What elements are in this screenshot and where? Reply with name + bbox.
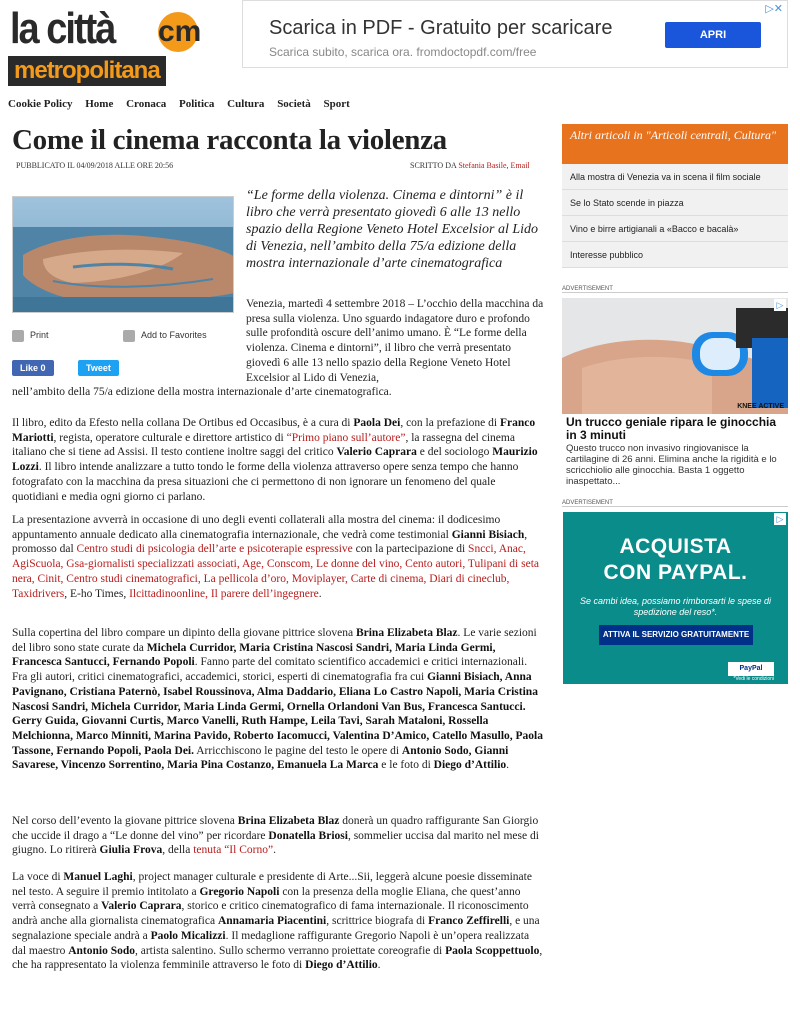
logo-line1: la città xyxy=(10,4,115,54)
sidebar-heading: Altri articoli in "Articoli centrali, Cultura" xyxy=(562,124,788,164)
logo-line2: metropolitana xyxy=(8,56,166,86)
site-logo[interactable] xyxy=(8,4,203,86)
nav-item-home[interactable]: Home xyxy=(85,98,114,110)
byline-label: SCRITTO DA xyxy=(410,161,457,170)
facebook-like-button[interactable]: Like 0 xyxy=(12,360,54,376)
nav-item-cookie-policy[interactable]: Cookie Policy xyxy=(8,98,73,110)
ad-choices-icon-2[interactable]: ▷ xyxy=(774,513,786,525)
tweet-button[interactable]: Tweet xyxy=(78,360,119,376)
article-paragraph-5: Nel corso dell’evento la giovane pittrice slovena Brina Elizabeta Blaz donerà un quadro raffigurante San Giorgio che uccide il drago a “Le donne del vino” per ricordare Donatella Briosi, sommelier uccisa dal marito nel mese di giugno. Lo ritirerà Giulia Frova, della tenuta “Il Corno”. xyxy=(12,815,539,857)
link-centro-studi[interactable]: Centro studi di psicologia dell’arte e psicoterapie espressive xyxy=(76,543,353,556)
article-paragraph-1: Venezia, martedì 4 settembre 2018 – L’occhio della macchina da presa sulla violenza. Uno sguardo indagatore duro e profondo sulle profondità oscure dell’animo umano. È “Le forme della violenza. Cinema e dintorni”, il libro che verrà presentato giovedì 6 alle 13 nello spazio della Regione Veneto Hotel Excelsior al Lido di Venezia, xyxy=(246,298,544,384)
plus-icon xyxy=(123,330,135,342)
nav-item-sport[interactable]: Sport xyxy=(323,98,350,110)
knee-ad-title[interactable]: Un trucco geniale ripara le ginocchia in 3 minuti xyxy=(566,415,777,442)
sidebar-item-4[interactable]: Interesse pubblico xyxy=(562,242,788,268)
knee-ad-image[interactable] xyxy=(562,298,788,414)
article-lead: “Le forme della violenza. Cinema e dintorni” è il libro che verrà presentato giovedì 6 alle 13 nello spazio della Regione Veneto Hotel Excelsior al Lido di Venezia, nell’ambito della 75/a edizione della mostra internazionale d’arte cinematografica xyxy=(246,188,539,271)
nav-item-cultura[interactable]: Cultura xyxy=(227,98,265,110)
paypal-ad[interactable] xyxy=(563,512,788,684)
article-paragraph-2: Il libro, edito da Efesto nella collana De Ortibus ed Occasibus, è a cura di Paola Dei, con la prefazione di Franco Mariotti, regista, operatore culturale e direttore artistico di “Primo piano sull’autore”, la rassegna del cinema italiano che si tiene ad Assisi. Il testo contiene inoltre saggi del critico Valerio Caprara e del sociologo Maurizio Lozzi. Il libro intende analizzare a tutto tondo le forme della violenza attraverso opere senza tempo che hanno fotografato con la macchina da presa situazioni che ci permettono di non ignorare un fenomeno del quale quotidiani e media ogni giorno ci parlano. xyxy=(12,417,538,503)
link-primo-piano[interactable]: “Primo piano sull’autore” xyxy=(286,431,406,444)
paypal-cta-button[interactable]: ATTIVA IL SERVIZIO GRATUITAMENTE xyxy=(599,625,753,645)
knee-ad-text: Questo trucco non invasivo ringiovanisce la cartilagine di 26 anni. Elimina anche la rigidità e lo scricchiolio alle ginocchia. Basta 1 oggetto inaspettato... xyxy=(566,443,777,487)
logo-mark-icon: cm xyxy=(158,12,198,52)
page-title: Come il cinema racconta la violenza xyxy=(12,124,447,156)
article-paragraph-3: La presentazione avverrà in occasione di uno degli eventi collaterali alla mostra del cinema: il dodicesimo appuntamento annuale dedicato alla cinematografia internazionale, che vedrà come testimonial Gianni Bisiach, promosso dal Centro studi di psicologia dell’arte e psicoterapie espressive con la partecipazione di Sncci, Anac, AgiScuola, Gsa-giornalisti specializzati associati, Age, Conscom, Le donne del vino, Cento autori, Tulipani di seta nera, Cinit, Centro studi cinematografici, La pellicola d’oro, Moviplayer, Carte di cinema, Diari di cineclub, Taxidrivers, E-ho Times, Ilcittadinoonline, Il parere dell’ingegnere. xyxy=(12,514,539,600)
ad-choices-icon[interactable]: ▷ xyxy=(774,299,786,311)
social-buttons xyxy=(12,360,127,376)
article-photo-venice xyxy=(12,196,234,313)
paypal-headline: ACQUISTA CON PAYPAL. xyxy=(603,535,748,584)
favorites-button[interactable]: Add to Favorites xyxy=(123,330,207,340)
link-ilcittadino[interactable]: Ilcittadinoonline, Il parere dell’ingegnere xyxy=(129,587,319,600)
link-tenuta[interactable]: tenuta “Il Corno” xyxy=(193,844,274,857)
paypal-logo: PayPal xyxy=(728,662,774,676)
top-banner-ad[interactable] xyxy=(242,0,788,68)
article-paragraph-6: La voce di Manuel Laghi, project manager culturale e presidente di Arte...Sii, leggerà alcune poesie disseminate nel testo. A seguire il premio intitolato a Gregorio Napoli con la presenza della moglie Eliana, che quest’anno verrà consegnato a Valerio Caprara, storico e critico cinematografico di fama internazionale. Il riconoscimento andrà anche alla giornalista cinematografica Annamaria Piacentini, scrittrice biografa di Franco Zeffirelli, e una segnalazione speciale andrà a Paolo Micalizzi. Il medaglione raffigurante Gregorio Napoli è un’opera realizzata dal maestro Antonio Sodo, artista salentino. Sullo schermo verranno proiettate coreografie di Paola Scoppettuolo, che ha rappresentato la violenza femminile attraverso le foto di Diego d’Attilio. xyxy=(12,871,543,972)
publish-date: PUBBLICATO IL 04/09/2018 ALLE ORE 20:56 xyxy=(16,161,174,170)
article-paragraph-1-end: nell’ambito della 75/a edizione della mostra internazionale d’arte cinematografica. xyxy=(12,386,392,398)
print-button[interactable]: Print xyxy=(12,330,49,340)
sidebar-item-3[interactable]: Vino e birre artigianali a «Bacco e bacalà» xyxy=(562,216,788,242)
sidebar-item-2[interactable]: Se lo Stato scende in piazza xyxy=(562,190,788,216)
ad-open-button[interactable]: APRI xyxy=(665,22,761,48)
email-link[interactable]: Email xyxy=(510,161,530,170)
paypal-subtext: Se cambi idea, possiamo rimborsarti le spese di spedizione del reso*. xyxy=(579,596,772,617)
nav-item-cronaca[interactable]: Cronaca xyxy=(126,98,167,110)
paypal-note: *Vedi le condizioni xyxy=(733,676,774,682)
link-partners[interactable]: Sncci, Anac, AgiScuola, Gsa-giornalisti specializzati associati, Age, Conscom, Le donne del vino, Cento autori, Tulipani di seta nera, Cinit, Centro studi cinematografici, La pellicola d’oro, Moviplayer, Carte di cinema, Diari di cineclub, Taxidrivers xyxy=(12,543,539,600)
sidebar-item-1[interactable]: Alla mostra di Venezia va in scena il film sociale xyxy=(562,164,788,190)
main-nav xyxy=(8,98,360,110)
ad-close-icon[interactable]: ▷✕ xyxy=(765,3,783,15)
nav-item-societa[interactable]: Società xyxy=(277,98,311,110)
advertisement-label-1: ADVERTISEMENT xyxy=(562,286,788,293)
byline: SCRITTO DA Stefania Basile, Email xyxy=(410,161,530,170)
author-link[interactable]: Stefania Basile xyxy=(458,161,507,170)
print-icon xyxy=(12,330,24,342)
print-favorites-row xyxy=(12,330,234,342)
nav-item-politica[interactable]: Politica xyxy=(178,98,215,110)
ad-subtitle: Scarica subito, scarica ora. fromdoctopdf.com/free xyxy=(269,45,537,59)
ad-brand: KNEE ACTIVE xyxy=(737,403,784,410)
article-paragraph-4: Sulla copertina del libro compare un dipinto della giovane pittrice slovena Brina Elizabeta Blaz. Le varie sezioni del libro sono state curate da Michela Curridor, Maria Cristina Nascosi Sandri, Maria Linda Germi, Francesca Santucci, Fernando Popoli. Fanno parte del comitato scientifico accademici e critici internazionali. Fra gli autori, critici cinematografici, accademici, storici, esperti di cinematografia fra cui Gianni Bisiach, Anna Pavignano, Cristiana Paternò, Isabel Roussinova, Alma Daddario, Eliana Lo Castro Napoli, Maria Cristina Nascosi Sandri, Michela Curridor, Maria Linda Germi, Ornella Orlandoni Van Bus, Francesca Santucci. Gerry Guida, Giovanni Curtis, Marco Vanelli, Ruth Hampe, Leila Tavi, Sarah Mataloni, Rossella Melchionna, Marco Minniti, Marina Pavido, Roberto Iacomucci, Valentina D’Amico, Catello Masullo, Paola Tassone, Fernando Popoli, Paola Dei. Arricchiscono le pagine del testo le opere di Antonio Sodo, Gianni Savarese, Vincenzo Sorrentino, Maria Pina Costanzo, Emanuela La Marca e le foto di Diego d’Attilio. xyxy=(12,627,543,772)
ad-title: Scarica in PDF - Gratuito per scaricare xyxy=(269,17,613,39)
advertisement-label-2: ADVERTISEMENT xyxy=(562,500,788,507)
